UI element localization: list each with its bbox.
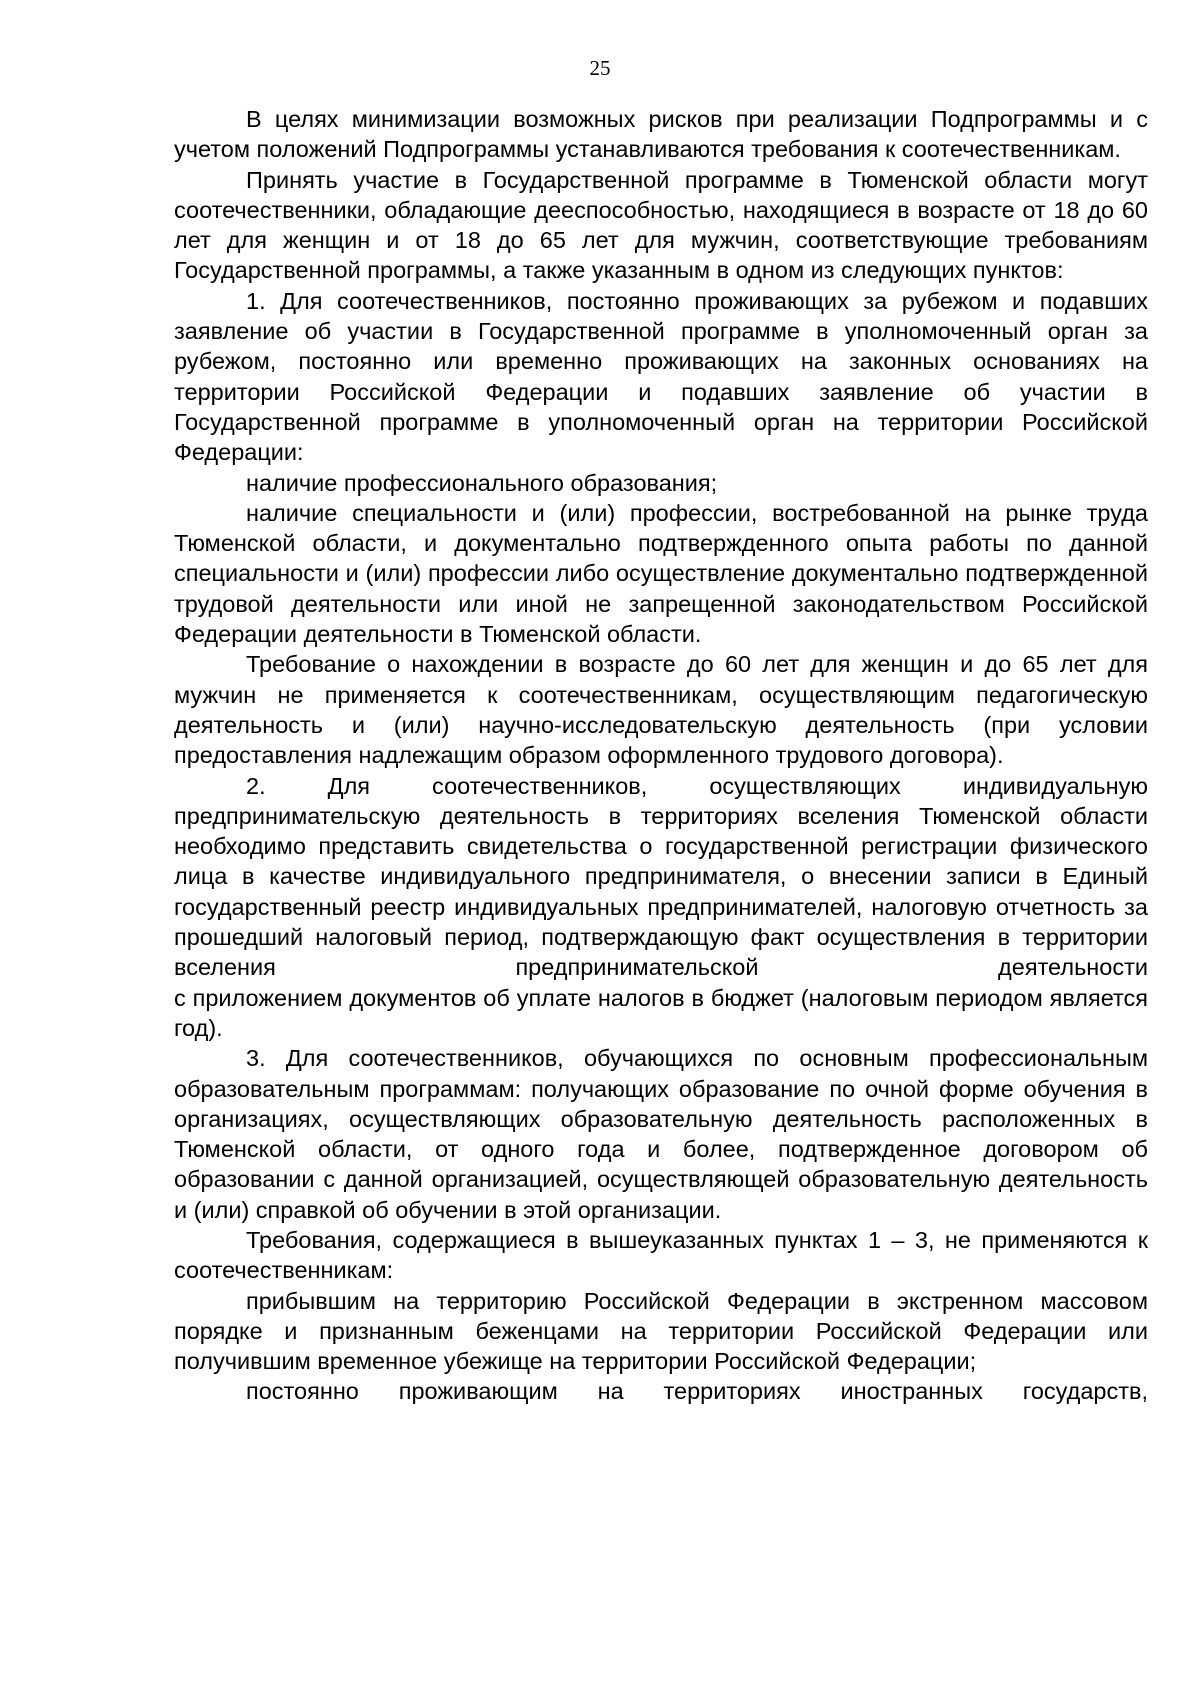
document-body — [174, 104, 1148, 1407]
paragraph-requirements-exceptions: Требования, содержащиеся в вышеуказанных пунктах 1 – 3, не применяются к соотечественникам: — [174, 1226, 1148, 1284]
paragraph-professional-education: наличие профессионального образования; — [246, 469, 718, 496]
paragraph-participation-conditions: Принять участие в Государственной программе в Тюменской области могут соотечественники, обладающие дееспособностью, находящиеся в возрасте от 18 до 60 лет для женщин и от 18 до 65 лет для мужчин, соответствующие требованиям Государственной программы, а также указанным в одном из следующих пунктов: — [174, 166, 1148, 284]
paragraph-risk-minimization: В целях минимизации возможных рисков при реализации Подпрограммы и с учетом положений Подпрограммы устанавливаются требования к соотечественникам. — [174, 106, 1148, 163]
paragraph-age-exception: Требование о нахождении в возрасте до 60 лет для женщин и до 65 лет для мужчин не применяется к соотечественникам, осуществляющим педагогическую деятельность и (или) научно-исследовательскую деятельность (при условии предоставления надлежащим образом оформленного трудового договора). — [174, 651, 1148, 769]
paragraph-item-2-continuation: с приложением документов об уплате налогов в бюджет (налоговым периодом является год). — [174, 984, 1148, 1041]
paragraph-refugees: прибывшим на территорию Российской Федерации в экстренном массовом порядке и признанным беженцами на территории Российской Федерации или получившим временное убежище на территории Российской Федерации; — [174, 1287, 1148, 1375]
paragraph-item-2: 2. Для соотечественников, осуществляющих индивидуальную предпринимательскую деятельность в территориях вселения Тюменской области необходимо представить свидетельства о государственной регистрации физического лица в качестве индивидуального предпринимателя, о внесении записи в Единый государственный реестр индивидуальных предпринимателей, налоговую отчетность за прошедший налоговый период, подтверждающую факт осуществления в территории вселения предпринимательской деятельности — [174, 772, 1148, 981]
paragraph-item-1: 1. Для соотечественников, постоянно проживающих за рубежом и подавших заявление об участии в Государственной программе в уполномоченный орган за рубежом, постоянно или временно проживающих на законных основаниях на территории Российской Федерации и подавших заявление об участии в Государственной программе в уполномоченный орган на территории Российской Федерации: — [174, 287, 1148, 466]
paragraph-specialty-requirement: наличие специальности и (или) профессии, востребованной на рынке труда Тюменской области, и документально подтвержденного опыта работы по данной специальности и (или) профессии либо осуществление документально подтвержденной трудовой деятельности или иной не запрещенной законодательством Российской Федерации деятельности в Тюменской области. — [174, 499, 1148, 648]
page-number: 25 — [589, 56, 611, 80]
paragraph-item-3: 3. Для соотечественников, обучающихся по основным профессиональным образовательным программам: получающих образование по очной форме обучения в организациях, осуществляющих образовательную деятельность расположенных в Тюменской области, от одного года и более, подтвержденное договором об образовании с данной организацией, осуществляющей образовательную деятельность и (или) справкой об обучении в этой организации. — [174, 1045, 1148, 1223]
paragraph-foreign-residents: постоянно проживающим на территориях иностранных государств, — [246, 1378, 1148, 1405]
